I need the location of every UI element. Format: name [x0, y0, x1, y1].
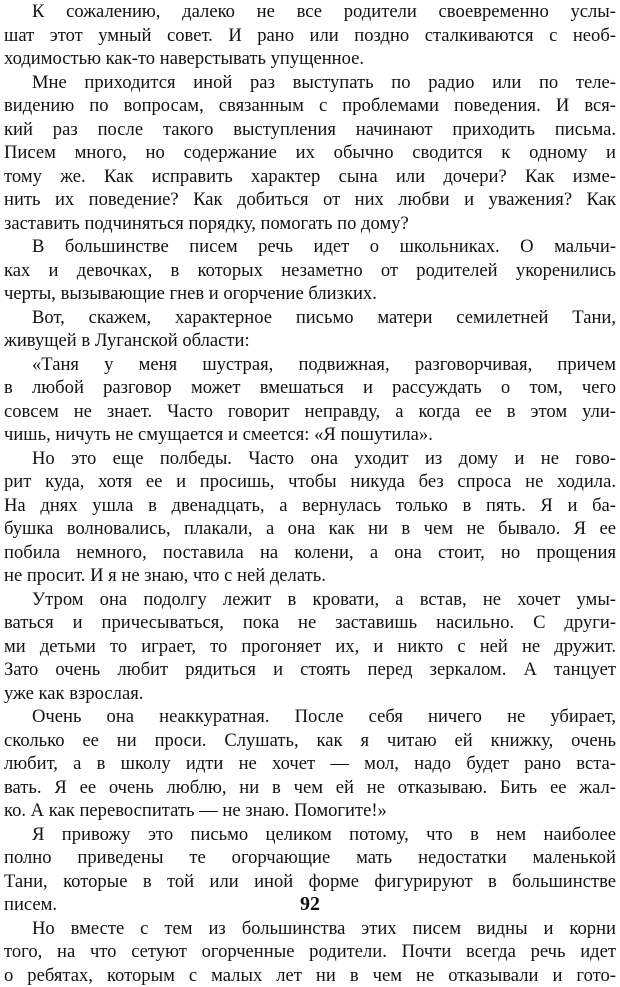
- text-line: ках и девочках, в которых незаметно от родителей укоренились: [4, 259, 616, 283]
- text-line: побила немного, поставила на колени, а она стоит, но прощения: [4, 541, 616, 565]
- text-line: совсем не знает. Часто говорит неправду, а когда ее в этом ули-: [4, 400, 616, 424]
- text-line: К сожалению, далеко не все родители своевременно услы-: [4, 0, 616, 24]
- text-line: полно приведены те огорчающие мать недостатки маленькой: [4, 846, 616, 870]
- text-line: Но это еще полбеды. Часто она уходит из дому и не гово-: [4, 447, 616, 471]
- text-line: шат этот умный совет. И рано или поздно сталкиваются с необ-: [4, 24, 616, 48]
- text-line: Но вместе с тем из большинства этих писем видны и корни: [4, 917, 616, 941]
- text-line: о ребятах, которым с малых лет ни в чем не отказывали и гото-: [4, 964, 616, 987]
- text-line: видению по вопросам, связанным с проблемами поведения. И вся-: [4, 94, 616, 118]
- text-line: ко. А как перевоспитать — не знаю. Помогите!»: [4, 799, 616, 823]
- text-line: того, на что сетуют огорченные родители. Почти всегда речь идет: [4, 940, 616, 964]
- page-number: 92: [0, 893, 620, 916]
- body-text: [4, 0, 616, 987]
- text-line: Писем много, но содержание их обычно сводится к одному и: [4, 141, 616, 165]
- text-line: нить их поведение? Как добиться от них любви и уважения? Как: [4, 188, 616, 212]
- text-line: сколько ее ни проси. Слушать, как я читаю ей книжку, очень: [4, 729, 616, 753]
- text-line: Мне приходится иной раз выступать по радио или по теле-: [4, 71, 616, 95]
- text-line: бушка волновались, плакали, а она как ни в чем не бывало. Я ее: [4, 517, 616, 541]
- text-line: Очень она неаккуратная. После себя ничего не убирает,: [4, 705, 616, 729]
- text-line: не просит. И я не знаю, что с ней делать.: [4, 564, 616, 588]
- text-line: На днях ушла в двенадцать, а вернулась только в пять. Я и ба-: [4, 494, 616, 518]
- text-line: В большинстве писем речь идет о школьниках. О мальчи-: [4, 235, 616, 259]
- text-line: живущей в Луганской области:: [4, 329, 616, 353]
- text-line: ми детьми то играет, то прогоняет их, и никто с ней не дружит.: [4, 635, 616, 659]
- text-line: заставить подчиняться порядку, помогать по дому?: [4, 212, 616, 236]
- text-line: Вот, скажем, характерное письмо матери семилетней Тани,: [4, 306, 616, 330]
- text-line: ходимостью как-то наверстывать упущенное.: [4, 47, 616, 71]
- text-line: «Таня у меня шустрая, подвижная, разговорчивая, причем: [4, 353, 616, 377]
- text-line: кий раз после такого выступления начинают приходить письма.: [4, 118, 616, 142]
- text-line: Я привожу это письмо целиком потому, что в нем наиболее: [4, 823, 616, 847]
- text-line: чишь, ничуть не смущается и смеется: «Я пошутила».: [4, 423, 616, 447]
- text-line: уже как взрослая.: [4, 682, 616, 706]
- text-line: тому же. Как исправить характер сына или дочери? Как изме-: [4, 165, 616, 189]
- text-line: Утром она подолгу лежит в кровати, а встав, не хочет умы-: [4, 588, 616, 612]
- text-line: ваться и причесываться, пока не заставишь насильно. С други-: [4, 611, 616, 635]
- text-line: Тани, которые в той или иной форме фигурируют в большинстве: [4, 870, 616, 894]
- text-line: черты, вызывающие гнев и огорчение близких.: [4, 282, 616, 306]
- text-line: рит куда, хотя ее и просишь, чтобы никуда без спроса не ходила.: [4, 470, 616, 494]
- text-line: писем.: [4, 893, 616, 917]
- text-line: в любой разговор может вмешаться и рассуждать о том, чего: [4, 376, 616, 400]
- text-line: Зато очень любит рядиться и стоять перед зеркалом. А танцует: [4, 658, 616, 682]
- text-line: вать. Я ее очень люблю, ни в чем ей не отказываю. Бить ее жал-: [4, 776, 616, 800]
- text-line: любит, а в школу идти не хочет — мол, надо будет рано вста-: [4, 752, 616, 776]
